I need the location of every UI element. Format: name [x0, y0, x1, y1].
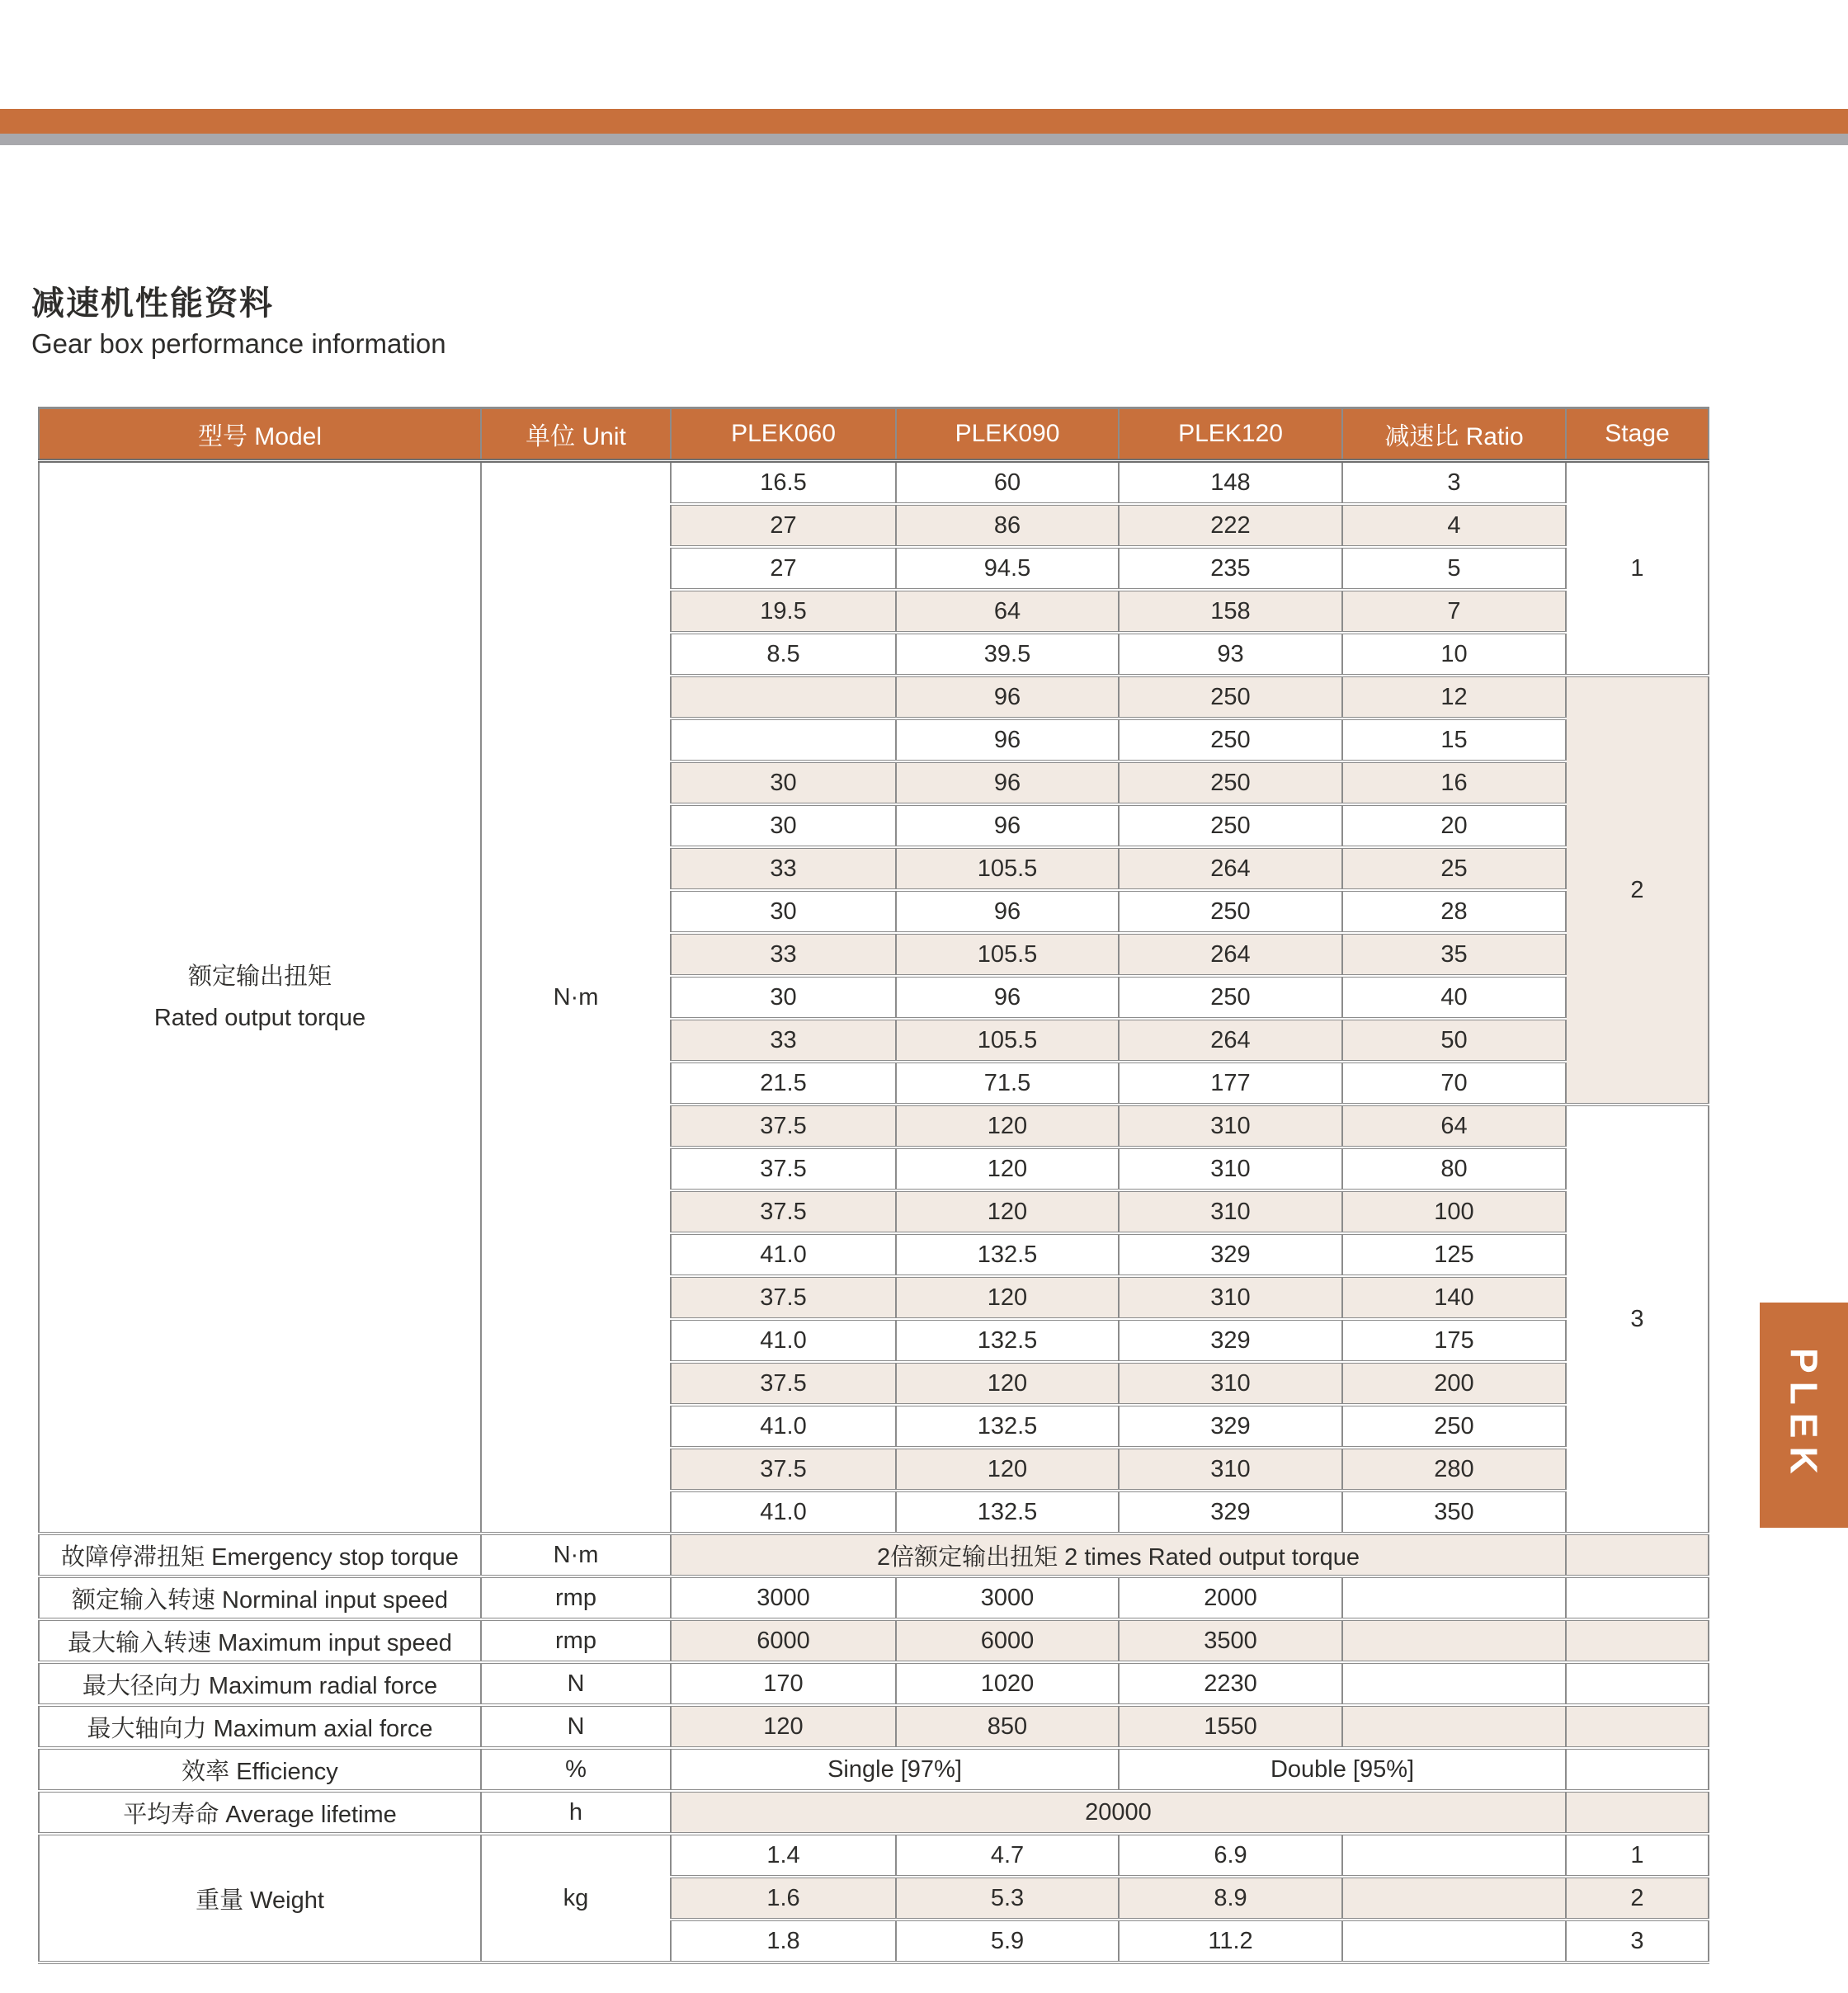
plek060-value-cell: 41.0 — [671, 1233, 896, 1276]
plek060-value-cell: 41.0 — [671, 1319, 896, 1362]
ratio-cell: 125 — [1342, 1233, 1566, 1276]
plek120-value-cell: 1550 — [1119, 1705, 1342, 1748]
plek090-value-cell: 120 — [896, 1276, 1119, 1319]
torque-label-cell — [39, 461, 481, 1534]
ratio-cell: 16 — [1342, 761, 1566, 804]
spec-row — [39, 1705, 1709, 1748]
side-tab-label: PLEK — [1782, 1348, 1826, 1482]
stage-cell — [1566, 1619, 1709, 1662]
plek120-value-cell: 235 — [1119, 547, 1342, 590]
plek120-value-cell: 3500 — [1119, 1619, 1342, 1662]
ratio-cell: 4 — [1342, 504, 1566, 547]
plek090-value-cell: 132.5 — [896, 1405, 1119, 1448]
ratio-cell: 350 — [1342, 1491, 1566, 1534]
plek120-value-cell: 250 — [1119, 976, 1342, 1019]
torque-label-en: Rated output torque — [153, 1005, 366, 1031]
plek120-value-cell: 2000 — [1119, 1576, 1342, 1619]
plek090-value-cell: 3000 — [896, 1576, 1119, 1619]
side-tab-plek — [1760, 1303, 1848, 1528]
row-label: 效率 Efficiency — [39, 1748, 481, 1791]
unit-cell: % — [481, 1748, 671, 1791]
stage-cell: 3 — [1566, 1920, 1709, 1962]
plek090-value-cell: 120 — [896, 1362, 1119, 1405]
efficiency-single-cell: Single [97%] — [671, 1748, 1119, 1791]
ratio-cell: 280 — [1342, 1448, 1566, 1491]
plek060-value-cell: 30 — [671, 890, 896, 933]
plek120-value-cell: 310 — [1119, 1362, 1342, 1405]
ratio-cell: 7 — [1342, 590, 1566, 633]
stage-cell — [1566, 1705, 1709, 1748]
ratio-cell — [1342, 1920, 1566, 1962]
ratio-cell: 100 — [1342, 1190, 1566, 1233]
torque-label-cn: 额定输出扭矩 — [187, 964, 332, 990]
plek060-value-cell: 8.5 — [671, 633, 896, 676]
unit-cell: N·m — [481, 1534, 671, 1576]
plek120-value-cell: 148 — [1119, 461, 1342, 505]
ratio-cell: 5 — [1342, 547, 1566, 590]
plek060-value-cell: 27 — [671, 547, 896, 590]
plek060-value-cell: 170 — [671, 1662, 896, 1705]
ratio-cell: 200 — [1342, 1362, 1566, 1405]
plek060-value-cell: 41.0 — [671, 1491, 896, 1534]
plek090-value-cell: 6000 — [896, 1619, 1119, 1662]
plek120-value-cell: 250 — [1119, 719, 1342, 761]
stage-cell — [1566, 1791, 1709, 1834]
plek120-value-cell: 6.9 — [1119, 1834, 1342, 1877]
plek120-value-cell: 329 — [1119, 1233, 1342, 1276]
ratio-cell: 80 — [1342, 1147, 1566, 1190]
ratio-cell: 250 — [1342, 1405, 1566, 1448]
column-header: PLEK060 — [671, 408, 896, 461]
page-title-en: Gear box performance information — [31, 328, 446, 359]
stage-cell: 1 — [1566, 461, 1709, 676]
plek120-value-cell: 222 — [1119, 504, 1342, 547]
spec-row — [39, 1534, 1709, 1576]
spec-row — [39, 1791, 1709, 1834]
plek060-value-cell: 37.5 — [671, 1362, 896, 1405]
plek090-value-cell: 850 — [896, 1705, 1119, 1748]
plek120-value-cell: 310 — [1119, 1190, 1342, 1233]
stage-cell — [1566, 1748, 1709, 1791]
plek120-value-cell: 264 — [1119, 933, 1342, 976]
plek060-value-cell: 19.5 — [671, 590, 896, 633]
plek090-value-cell: 105.5 — [896, 933, 1119, 976]
plek060-value-cell: 41.0 — [671, 1405, 896, 1448]
plek060-value-cell: 33 — [671, 847, 896, 890]
plek090-value-cell: 94.5 — [896, 547, 1119, 590]
plek060-value-cell: 1.4 — [671, 1834, 896, 1877]
ratio-cell — [1342, 1576, 1566, 1619]
plek090-value-cell: 64 — [896, 590, 1119, 633]
plek090-value-cell: 96 — [896, 761, 1119, 804]
plek090-value-cell: 5.3 — [896, 1877, 1119, 1920]
unit-cell: kg — [481, 1834, 671, 1962]
plek090-value-cell: 5.9 — [896, 1920, 1119, 1962]
stage-cell — [1566, 1534, 1709, 1576]
column-header: 减速比 Ratio — [1342, 408, 1566, 461]
ratio-cell: 10 — [1342, 633, 1566, 676]
column-header: Stage — [1566, 408, 1709, 461]
row-label: 额定输入转速 Norminal input speed — [39, 1576, 481, 1619]
plek060-value-cell: 120 — [671, 1705, 896, 1748]
plek120-value-cell: 8.9 — [1119, 1877, 1342, 1920]
ratio-cell — [1342, 1877, 1566, 1920]
row-label: 平均寿命 Average lifetime — [39, 1791, 481, 1834]
plek090-value-cell: 105.5 — [896, 847, 1119, 890]
row-label: 最大输入转速 Maximum input speed — [39, 1619, 481, 1662]
plek120-value-cell: 158 — [1119, 590, 1342, 633]
row-label: 故障停滞扭矩 Emergency stop torque — [39, 1534, 481, 1576]
span-value-cell: 20000 — [671, 1791, 1566, 1834]
plek060-value-cell: 37.5 — [671, 1276, 896, 1319]
plek060-value-cell: 1.6 — [671, 1877, 896, 1920]
plek120-value-cell: 177 — [1119, 1062, 1342, 1105]
plek060-value-cell: 37.5 — [671, 1190, 896, 1233]
ratio-cell: 28 — [1342, 890, 1566, 933]
stage-cell — [1566, 1576, 1709, 1619]
column-header: 单位 Unit — [481, 408, 671, 461]
ratio-cell — [1342, 1619, 1566, 1662]
plek090-value-cell: 4.7 — [896, 1834, 1119, 1877]
plek090-value-cell: 96 — [896, 719, 1119, 761]
plek120-value-cell: 310 — [1119, 1105, 1342, 1147]
plek120-value-cell: 250 — [1119, 676, 1342, 719]
plek060-value-cell: 37.5 — [671, 1147, 896, 1190]
plek090-value-cell: 96 — [896, 676, 1119, 719]
plek120-value-cell: 310 — [1119, 1147, 1342, 1190]
ratio-cell: 40 — [1342, 976, 1566, 1019]
plek090-value-cell: 60 — [896, 461, 1119, 505]
stage-cell: 2 — [1566, 676, 1709, 1105]
ratio-cell: 12 — [1342, 676, 1566, 719]
plek120-value-cell: 329 — [1119, 1491, 1342, 1534]
plek060-value-cell: 30 — [671, 804, 896, 847]
plek060-value-cell: 37.5 — [671, 1448, 896, 1491]
plek060-value-cell: 3000 — [671, 1576, 896, 1619]
spec-row — [39, 1748, 1709, 1791]
plek060-value-cell: 33 — [671, 933, 896, 976]
plek120-value-cell: 11.2 — [1119, 1920, 1342, 1962]
plek090-value-cell: 120 — [896, 1105, 1119, 1147]
plek090-value-cell: 96 — [896, 976, 1119, 1019]
plek090-value-cell: 120 — [896, 1448, 1119, 1491]
torque-row — [39, 461, 1709, 505]
plek060-value-cell: 30 — [671, 761, 896, 804]
plek120-value-cell: 310 — [1119, 1276, 1342, 1319]
plek090-value-cell: 71.5 — [896, 1062, 1119, 1105]
plek060-value-cell: 1.8 — [671, 1920, 896, 1962]
unit-cell: rmp — [481, 1576, 671, 1619]
plek060-value-cell: 33 — [671, 1019, 896, 1062]
unit-cell: N — [481, 1662, 671, 1705]
plek090-value-cell: 132.5 — [896, 1319, 1119, 1362]
efficiency-double-cell: Double [95%] — [1119, 1748, 1566, 1791]
ratio-cell: 3 — [1342, 461, 1566, 505]
plek060-value-cell — [671, 676, 896, 719]
plek120-value-cell: 329 — [1119, 1405, 1342, 1448]
column-header: PLEK120 — [1119, 408, 1342, 461]
plek090-value-cell: 96 — [896, 890, 1119, 933]
plek120-value-cell: 93 — [1119, 633, 1342, 676]
page-title-cn: 减速机性能资料 — [31, 285, 274, 322]
performance-table — [38, 407, 1709, 1964]
unit-cell: N — [481, 1705, 671, 1748]
row-label: 重量 Weight — [39, 1834, 481, 1962]
plek060-value-cell: 16.5 — [671, 461, 896, 505]
plek090-value-cell: 1020 — [896, 1662, 1119, 1705]
row-label: 最大轴向力 Maximum axial force — [39, 1705, 481, 1748]
plek090-value-cell: 132.5 — [896, 1491, 1119, 1534]
plek060-value-cell: 30 — [671, 976, 896, 1019]
plek120-value-cell: 250 — [1119, 890, 1342, 933]
plek120-value-cell: 329 — [1119, 1319, 1342, 1362]
plek090-value-cell: 132.5 — [896, 1233, 1119, 1276]
ratio-cell: 25 — [1342, 847, 1566, 890]
plek060-value-cell: 27 — [671, 504, 896, 547]
plek120-value-cell: 250 — [1119, 761, 1342, 804]
ratio-cell — [1342, 1834, 1566, 1877]
top-accent-bar — [0, 109, 1848, 134]
plek120-value-cell: 250 — [1119, 804, 1342, 847]
plek090-value-cell: 105.5 — [896, 1019, 1119, 1062]
row-label: 最大径向力 Maximum radial force — [39, 1662, 481, 1705]
plek090-value-cell: 86 — [896, 504, 1119, 547]
column-header: PLEK090 — [896, 408, 1119, 461]
plek090-value-cell: 120 — [896, 1147, 1119, 1190]
ratio-cell: 140 — [1342, 1276, 1566, 1319]
spec-row — [39, 1619, 1709, 1662]
ratio-cell — [1342, 1705, 1566, 1748]
stage-cell — [1566, 1662, 1709, 1705]
ratio-cell: 175 — [1342, 1319, 1566, 1362]
unit-cell: h — [481, 1791, 671, 1834]
plek060-value-cell: 37.5 — [671, 1105, 896, 1147]
plek120-value-cell: 310 — [1119, 1448, 1342, 1491]
unit-cell: rmp — [481, 1619, 671, 1662]
plek090-value-cell: 39.5 — [896, 633, 1119, 676]
plek090-value-cell: 96 — [896, 804, 1119, 847]
spec-row — [39, 1576, 1709, 1619]
plek090-value-cell: 120 — [896, 1190, 1119, 1233]
plek120-value-cell: 2230 — [1119, 1662, 1342, 1705]
weight-row — [39, 1834, 1709, 1877]
plek060-value-cell — [671, 719, 896, 761]
ratio-cell — [1342, 1662, 1566, 1705]
ratio-cell: 15 — [1342, 719, 1566, 761]
plek060-value-cell: 6000 — [671, 1619, 896, 1662]
ratio-cell: 64 — [1342, 1105, 1566, 1147]
stage-cell: 3 — [1566, 1105, 1709, 1534]
plek120-value-cell: 264 — [1119, 847, 1342, 890]
plek060-value-cell: 21.5 — [671, 1062, 896, 1105]
ratio-cell: 50 — [1342, 1019, 1566, 1062]
column-header: 型号 Model — [39, 408, 481, 461]
stage-cell: 2 — [1566, 1877, 1709, 1920]
ratio-cell: 35 — [1342, 933, 1566, 976]
span-value-cell: 2倍额定输出扭矩 2 times Rated output torque — [671, 1534, 1566, 1576]
spec-row — [39, 1662, 1709, 1705]
table-header-row — [39, 408, 1709, 461]
unit-cell: N·m — [481, 461, 671, 1534]
ratio-cell: 70 — [1342, 1062, 1566, 1105]
plek120-value-cell: 264 — [1119, 1019, 1342, 1062]
stage-cell: 1 — [1566, 1834, 1709, 1877]
ratio-cell: 20 — [1342, 804, 1566, 847]
top-gray-bar — [0, 134, 1848, 145]
